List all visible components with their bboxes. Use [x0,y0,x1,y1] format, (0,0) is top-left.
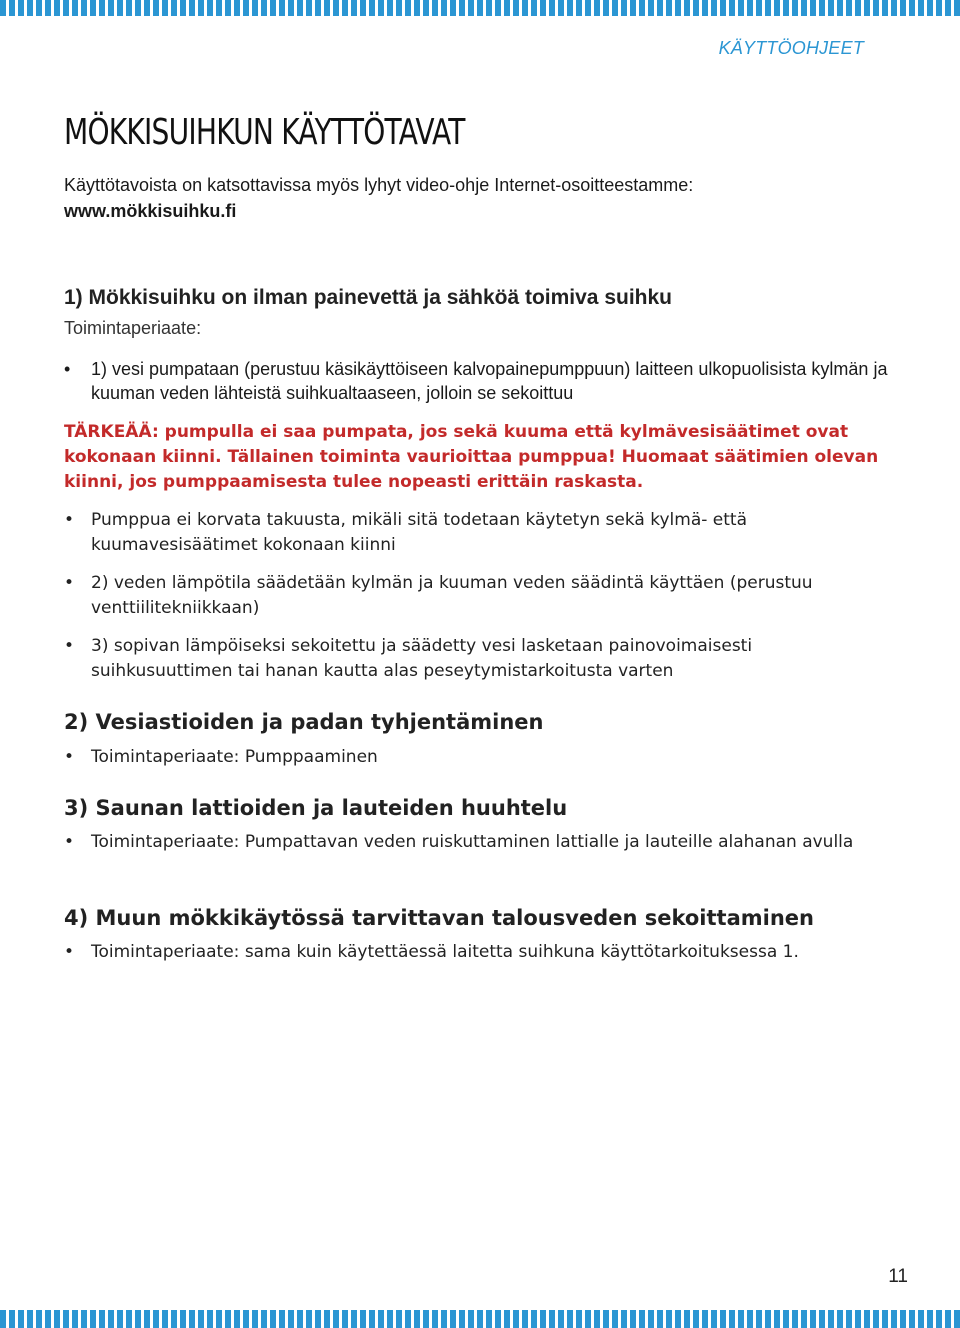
website-url: www.mökkisuihku.fi [64,201,237,221]
list-item [64,508,894,558]
list-item-text: Pumppua ei korvata takuusta, mikäli sitä todetaan käytetyn sekä kylmä- että kuumavesisäätimet kokonaan kiinni [91,510,747,555]
intro-paragraph [64,172,693,224]
bottom-decorative-stripe [0,1310,960,1328]
section-2-list [64,745,894,770]
bullet-icon: • [64,832,75,852]
bullet-icon: • [64,573,75,593]
bullet-icon: • [64,510,75,530]
list-item-text: 2) veden lämpötila säädetään kylmän ja kuuman veden säädintä käyttäen (perustuu venttiilitekniikkaan) [91,573,813,618]
section-1-bullet [64,357,894,405]
list-item [64,940,894,965]
list-item-text: 1) vesi pumpataan (perustuu käsikäyttöiseen kalvopainepumppuun) laitteen ulkopuolisista kylmän ja kuuman veden lähteistä suihkualtaaseen, jolloin se sekoittuu [91,359,888,403]
section-1-list [64,508,894,558]
list-item [64,745,894,770]
section-3-list [64,830,894,855]
list-item-text: 3) sopivan lämpöiseksi sekoitettu ja säädetty vesi lasketaan painovoimaisesti suihkusuuttimen tai hanan kautta alas peseytymistarkoitusta varten [91,636,753,681]
section-1-title: 1) Mökkisuihku on ilman painevettä ja sähköä toimiva suihku [64,286,672,309]
bullet-icon: • [64,636,75,656]
list-item [64,357,894,405]
important-warning: TÄRKEÄÄ: pumpulla ei saa pumpata, jos sekä kuuma että kylmävesisäätimet ovat kokonaan kiinni. Tällainen toiminta vaurioittaa pumppua! Huomaat säätimien olevan kiinni, jos pumppaamisesta tulee nopeasti erittäin raskasta. [64,422,879,492]
list-item [64,830,894,855]
section-1-list [64,571,894,621]
section-1-list [64,634,894,684]
section-4-list [64,940,894,965]
bullet-icon: • [64,747,75,767]
section-3-title: 3) Saunan lattioiden ja lauteiden huuhtelu [64,796,568,820]
bullet-icon: • [64,359,71,379]
list-item [64,634,894,684]
list-item-text: Toimintaperiaate: sama kuin käytettäessä laitetta suihkuna käyttötarkoituksessa 1. [91,942,799,962]
section-4-title: 4) Muun mökkikäytössä tarvittavan talousveden sekoittaminen [64,906,814,930]
section-1-subtitle: Toimintaperiaate: [64,318,202,338]
page-title: MÖKKISUIHKUN KÄYTTÖTAVAT [64,112,465,153]
list-item [64,571,894,621]
top-decorative-stripe [0,0,960,16]
list-item-text: Toimintaperiaate: Pumppaaminen [91,747,378,767]
section-2-title: 2) Vesiastioiden ja padan tyhjentäminen [64,710,544,734]
page-number: 11 [888,1266,908,1287]
header-label: KÄYTTÖOHJEET [718,38,864,58]
intro-text: Käyttötavoista on katsottavissa myös lyhyt video-ohje Internet-osoitteestamme: [64,175,694,195]
list-item-text: Toimintaperiaate: Pumpattavan veden ruiskuttaminen lattialle ja lauteille alahanan avulla [91,832,854,852]
bullet-icon: • [64,942,75,962]
